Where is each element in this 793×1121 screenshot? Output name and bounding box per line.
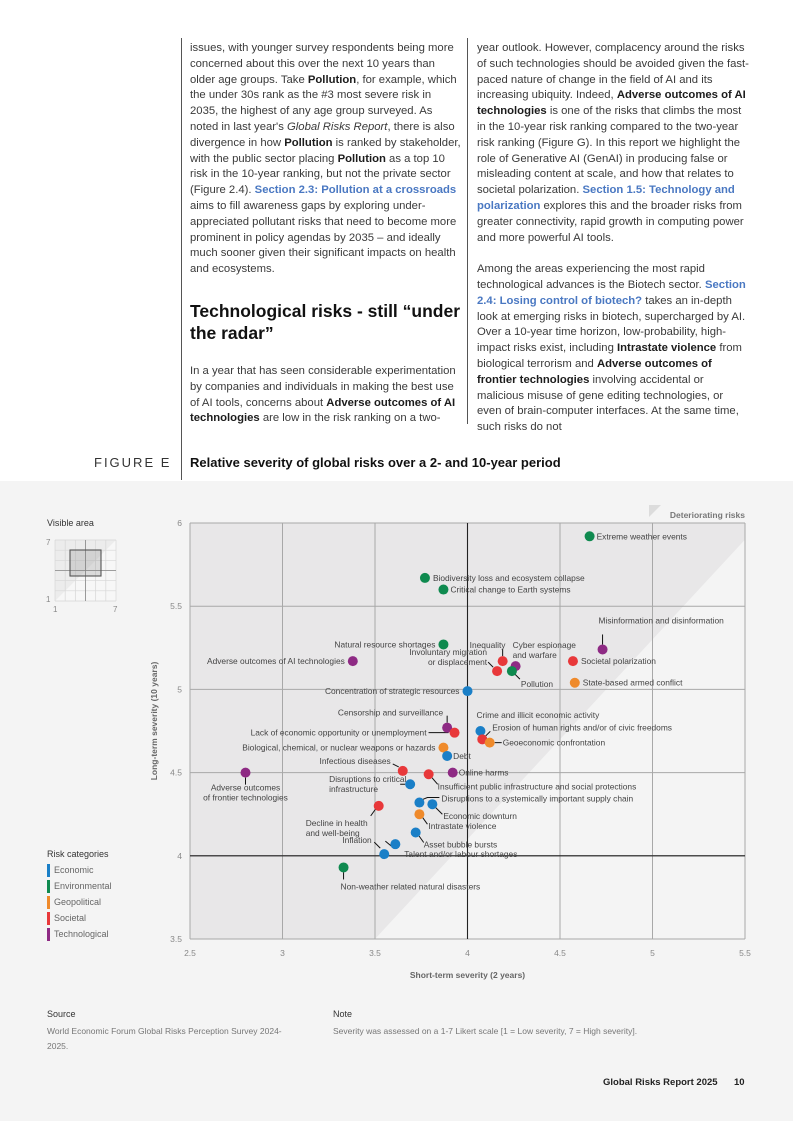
legend-label: Technological [54, 929, 109, 939]
section-link[interactable]: Section 2.4: Losing control of biotech? [477, 278, 746, 307]
point-label: Concentration of strategic resources [324, 686, 460, 697]
y-tick-label: 5 [177, 684, 182, 695]
left-column-rule [181, 38, 182, 480]
point-label: Involuntary migration or displacement [409, 647, 488, 668]
data-point-societal[interactable] [568, 656, 578, 666]
italic-title: Global Risks Report [286, 120, 388, 133]
data-point-economic[interactable] [411, 828, 421, 838]
point-label: Adverse outcomes of frontier technologies [203, 782, 288, 803]
point-label: Societal polarization [580, 656, 656, 667]
point-label: Crime and illicit economic activity [476, 710, 600, 720]
minimap-y-max: 7 [46, 538, 51, 547]
data-point-economic[interactable] [390, 839, 400, 849]
data-point-economic[interactable] [463, 686, 473, 696]
section-link[interactable]: Section 2.3: Pollution at a crossroads [254, 184, 457, 197]
x-tick-label: 5.5 [739, 948, 751, 958]
section-link[interactable]: Section 1.5: Technology and polarization [477, 184, 735, 212]
data-point-economic[interactable] [442, 751, 452, 761]
point-label: Debt [453, 750, 471, 761]
bold-term: Adverse outcomes of AI technologies [190, 396, 456, 425]
point-label: Insufficient public infrastructure and social protections [437, 781, 637, 792]
data-point-societal[interactable] [492, 666, 502, 676]
right-column [477, 41, 749, 452]
point-label: Talent and/or labour shortages [404, 849, 518, 860]
y-tick-label: 6 [177, 518, 182, 528]
point-label: Geoeconomic confrontation [502, 737, 606, 748]
data-point-environmental[interactable] [420, 573, 430, 583]
point-label: Erosion of human rights and/or of civic freedoms [492, 722, 672, 733]
scatter-chart [0, 481, 793, 1001]
data-point-societal[interactable] [498, 656, 508, 666]
visible-area-title: Visible area [47, 518, 94, 528]
data-point-economic[interactable] [414, 798, 424, 808]
data-point-economic[interactable] [475, 726, 485, 736]
data-point-societal[interactable] [374, 801, 384, 811]
point-label: Asset bubble bursts [423, 839, 498, 850]
data-point-environmental[interactable] [507, 666, 517, 676]
note-heading: Note [333, 1009, 353, 1019]
left-paragraph-1: issues, with younger survey respondents being more concerned about this over the next 10 years than older age groups. Take Pollution, for example, which the under 30s rank as the #3 most severe risk in 2035, the highest of any age group surveyed. As noted in last year's Global Risks Report, there is also divergence in how Pollution is ranked by stakeholder, with the public sector placing Pollution as a top 10 risk in the 10-year ranking, but not the private sector (Figure 2.4). Section 2.3: Pollution at a crossroads aims to fill awareness gaps by exploring under-appreciated pollutant risks that need to become more prominent in policy agendas by 2035 – and ideally much sooner given their significant impacts on health and ecosystems. [190, 42, 461, 276]
legend-label: Geopolitical [54, 897, 102, 907]
point-label: Misinformation and disinformation [598, 615, 724, 626]
data-point-geopolitical[interactable] [414, 809, 424, 819]
y-tick-label: 5.5 [170, 601, 182, 612]
left-paragraph-2: In a year that has seen considerable experimentation by companies and individuals in making the best use of AI tools, concerns about Adverse outcomes of AI technologies are low in the risk ranking on a two- [190, 365, 456, 425]
data-point-economic[interactable] [427, 799, 437, 809]
point-label: Extreme weather events [596, 531, 687, 542]
data-point-technological[interactable] [348, 656, 358, 666]
bold-term: Intrastate violence [617, 342, 717, 355]
footer-page-number: 10 [734, 1077, 745, 1088]
point-label: Adverse outcomes of AI technologies [206, 656, 345, 667]
data-point-economic[interactable] [379, 849, 389, 859]
point-label: Lack of economic opportunity or unemployment [250, 727, 427, 738]
data-point-societal[interactable] [450, 728, 460, 738]
point-label: Intrastate violence [428, 821, 497, 832]
minimap-x-min: 1 [53, 605, 58, 614]
point-label: Pollution [520, 679, 554, 690]
point-label: Economic downturn [443, 811, 517, 822]
point-label: Disruptions to a systemically important supply chain [441, 793, 634, 804]
x-tick-label: 4 [465, 948, 470, 958]
legend-label: Environmental [54, 881, 112, 891]
x-tick-label: 3 [280, 948, 285, 958]
point-label: Infectious diseases [319, 755, 391, 766]
source-heading: Source [47, 1009, 76, 1019]
point-label: Biological, chemical, or nuclear weapons or hazards [242, 742, 436, 753]
bold-term: Pollution [307, 73, 357, 86]
minimap-y-min: 1 [46, 595, 51, 604]
right-paragraph-1: year outlook. However, complacency around the risks of such technologies should be avoided given the fast-paced nature of change in the field of AI and its increasing ubiquity. Indeed, Adverse outcomes of AI technologies is one of the risks that climbs the most in the 10-year risk ranking compared to the two-year risk ranking (Figure G). In this report we highlight the role of Generative AI (GenAI) in producing false or misleading content at scale, and how that relates to societal polarization. Section 1.5: Technology and polarization explores this and the broader risks from greater connectivity, rapid growth in computing power and more powerful AI tools. [477, 42, 749, 244]
data-point-technological[interactable] [241, 768, 251, 778]
source-text: World Economic Forum Global Risks Perception Survey 2024-2025. [47, 1026, 282, 1051]
point-label: Biodiversity loss and ecosystem collapse [432, 572, 585, 583]
footer-report-name: Global Risks Report 2025 [603, 1077, 718, 1088]
region-annotation: Deteriorating risks [669, 510, 745, 520]
data-point-economic[interactable] [405, 779, 415, 789]
x-tick-label: 2.5 [184, 948, 196, 958]
data-point-geopolitical[interactable] [485, 738, 495, 748]
point-label: Cyber espionage and warfare [512, 640, 576, 661]
figure-title: Relative severity of global risks over a 2- and 10-year period [190, 455, 561, 470]
deteriorating-marker [649, 505, 661, 517]
right-paragraph-2: Among the areas experiencing the most rapid technological advances is the Biotech sector. Section 2.4: Losing control of biotech? takes an in-depth look at emerging risks in biotech, supercharged by AI. Over a 10-year time horizon, low-probability, high-impact risks exist, including Intrastate violence from biological terrorism and Adverse outcomes of frontier technologies involving accidental or malicious misuse of gene editing technologies, or even of brain-computer interfaces. At the same time, such risks do not [477, 263, 746, 434]
legend-title: Risk categories [47, 849, 109, 859]
point-label: State-based armed conflict [582, 677, 683, 688]
bold-term: Adverse outcomes of AI technologies [477, 89, 746, 118]
point-label: Disruptions to critical infrastructure [329, 774, 407, 795]
point-label: Natural resource shortages [334, 639, 436, 650]
point-label: Censorship and surveillance [337, 707, 444, 718]
x-tick-label: 5 [650, 948, 655, 958]
left-column [190, 41, 462, 294]
data-point-societal[interactable] [424, 769, 434, 779]
data-point-technological[interactable] [448, 768, 458, 778]
x-axis-label: Short-term severity (2 years) [409, 970, 526, 980]
data-point-geopolitical[interactable] [570, 678, 580, 688]
data-point-environmental[interactable] [339, 862, 349, 872]
legend-label: Societal [54, 913, 87, 923]
y-tick-label: 4.5 [170, 767, 182, 778]
point-label: Decline in health and well-being [305, 817, 368, 838]
point-label: Inflation [342, 835, 372, 846]
point-label: Inequality [469, 640, 506, 651]
figure-label: FIGURE E [94, 455, 172, 470]
x-tick-label: 4.5 [554, 948, 566, 958]
point-label: Non-weather related natural disasters [340, 881, 481, 892]
section-heading: Technological risks - still “under the radar” [190, 301, 461, 343]
x-tick-label: 3.5 [369, 948, 381, 958]
note-text: Severity was assessed on a 1-7 Likert scale [1 = Low severity, 7 = High severity]. [333, 1026, 638, 1036]
data-point-environmental[interactable] [585, 531, 595, 541]
point-label: Online harms [458, 767, 509, 778]
data-point-environmental[interactable] [438, 585, 448, 595]
minimap-x-max: 7 [113, 605, 118, 614]
left-column-lower [190, 364, 462, 443]
point-label: Critical change to Earth systems [450, 584, 571, 595]
bold-term: Pollution [284, 136, 333, 149]
right-column-rule [467, 38, 468, 424]
y-tick-label: 3.5 [170, 934, 182, 944]
y-axis-label: Long-term severity (10 years) [149, 661, 159, 781]
y-tick-label: 4 [177, 850, 182, 861]
legend-label: Economic [54, 865, 94, 875]
bold-term: Adverse outcomes of frontier technologies [477, 357, 712, 386]
bold-term: Pollution [337, 152, 386, 165]
data-point-technological[interactable] [598, 644, 608, 654]
